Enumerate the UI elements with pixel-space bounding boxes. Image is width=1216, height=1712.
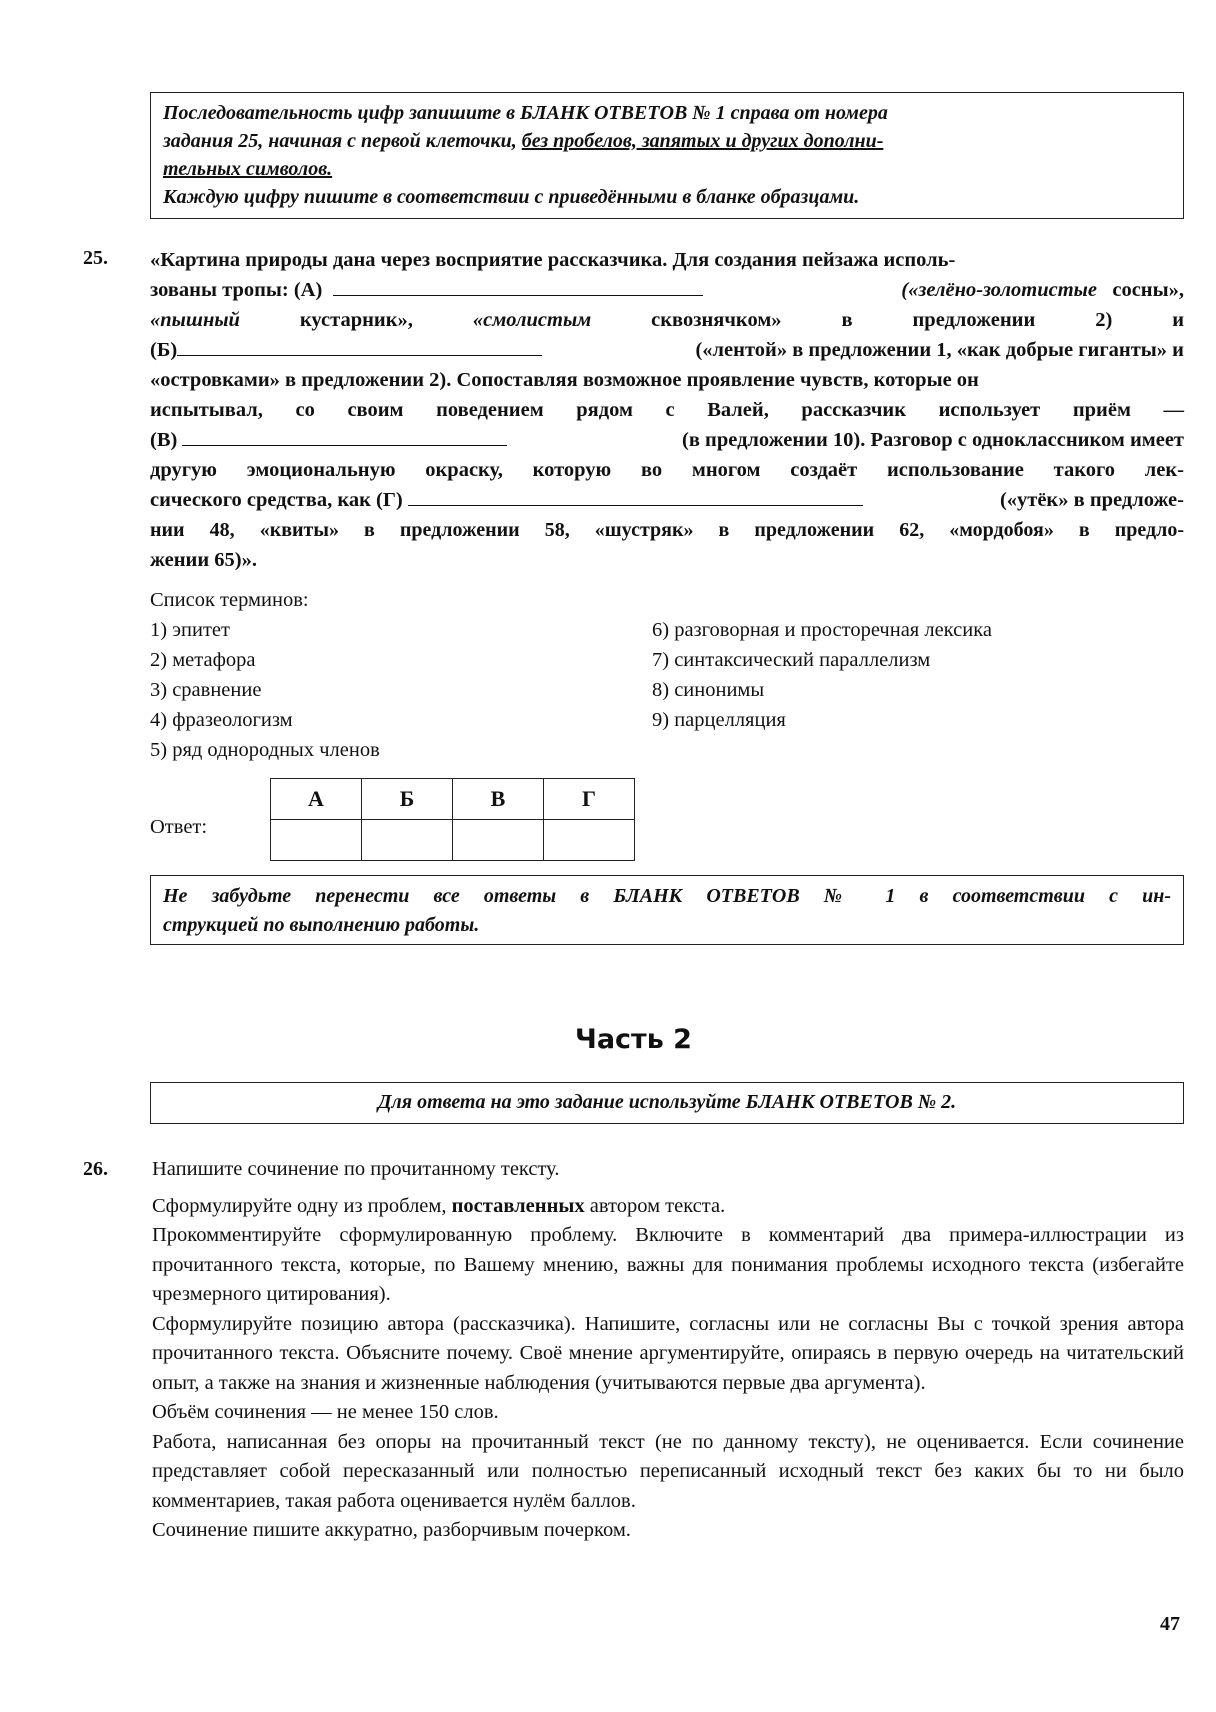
task-25-line-7 xyxy=(150,425,1184,455)
label-a: зованы тропы: (А) xyxy=(150,279,323,301)
answer-table xyxy=(270,778,635,861)
word-skvoznyachkom: сквознячком» xyxy=(651,309,782,331)
instruction-line-2-plain: задания 25, начиная с первой клеточки, xyxy=(163,130,522,152)
task-25-line-9-rest: («утёк» в предложе- xyxy=(999,489,1184,511)
task-25-number: 25. xyxy=(83,247,108,269)
task-25-line-10: нии 48, «квиты» в предложении 58, «шустряк» в предложении 62, «мордобоя» в предло- xyxy=(150,519,1184,541)
blank-b xyxy=(177,337,542,356)
task-25-line-7-rest: (в предложении 10). Разговор с одноклассником имеет xyxy=(682,429,1184,451)
task-25-line-5: «островками» в предложении 2). Сопоставляя возможное проявление чувств, которые он xyxy=(150,369,979,391)
task-26-p6: Работа, написанная без опоры на прочитанный текст (не по данному тексту), не оценивается. Если сочинение представляет собой пересказанный или полностью переписанный исходный текст без каких бы то ни было комментариев, такая работа оценивается нулём баллов. xyxy=(152,1430,1184,1512)
task-25-line-4-rest: («лентой» в предложении 1, «как добрые гиганты» и xyxy=(695,339,1184,361)
blank-a xyxy=(333,277,703,296)
task-25-line-9 xyxy=(150,485,1184,515)
reminder-line-1: Не забудьте перенести все ответы в БЛАНК ОТВЕТОВ № 1 в соответствии с ин- xyxy=(163,885,1171,907)
answer-header-row xyxy=(271,779,635,820)
answer-cell-a[interactable] xyxy=(271,820,362,861)
word-predlozhenii: предложении xyxy=(912,309,1036,331)
term-5: 5) ряд однородных членов xyxy=(150,739,380,761)
term-7: 7) синтаксический параллелизм xyxy=(652,649,931,671)
part-2-title: Часть 2 xyxy=(575,1024,692,1055)
answer-header-v: В xyxy=(453,779,544,820)
term-6: 6) разговорная и просторечная лексика xyxy=(652,619,992,641)
task-26-p5: Объём сочинения — не менее 150 слов. xyxy=(152,1401,499,1423)
task-26-p2a: Сформулируйте одну из проблем, xyxy=(152,1194,447,1217)
word-2: 2) xyxy=(1095,309,1113,331)
part-2-box xyxy=(150,1082,1184,1124)
answer-cell-g[interactable] xyxy=(544,820,635,861)
label-v: (В) xyxy=(150,429,178,451)
task-26-text xyxy=(152,1155,1184,1546)
part-2-box-text: Для ответа на это задание используйте БЛАНК ОТВЕТОВ № 2. xyxy=(377,1091,957,1113)
reminder-line-2: струкцией по выполнению работы. xyxy=(163,914,480,936)
term-2: 2) метафора xyxy=(150,649,256,671)
term-4: 4) фразеологизм xyxy=(150,709,293,731)
instruction-line-2 xyxy=(163,127,1171,155)
word-smolistym: «смолистым xyxy=(472,309,592,331)
task-26-p2 xyxy=(152,1192,1184,1222)
terms-label: Список терминов: xyxy=(150,589,309,611)
instruction-line-3: тельных символов. xyxy=(163,158,333,180)
task-25-line-2 xyxy=(150,275,1184,305)
instruction-line-2-underlined: без пробелов, запятых и других дополни- xyxy=(521,130,884,152)
task-26-p2b: поставленных xyxy=(451,1194,585,1217)
reminder-box xyxy=(150,875,1184,945)
task-26-p7: Сочинение пишите аккуратно, разборчивым почерком. xyxy=(152,1519,631,1541)
answer-header-a: А xyxy=(271,779,362,820)
answer-label: Ответ: xyxy=(150,816,208,838)
task-26-p3: Прокомментируйте сформулированную проблему. Включите в комментарий два примера-иллюстрации из прочитанного текста, которые, по Вашему мнению, важны для понимания проблемы исходного текста (избегайте чрезмерного цитирования). xyxy=(152,1224,1184,1305)
task-25-line-1: «Картина природы дана через восприятие рассказчика. Для создания пейзажа исполь- xyxy=(150,249,956,271)
label-g: сического средства, как (Г) xyxy=(150,489,403,511)
instruction-line-4: Каждую цифру пишите в соответствии с приведёнными в бланке образцами. xyxy=(163,186,860,208)
answer-input-row xyxy=(271,820,635,861)
phrase-zeleno: («зелёно-золотистые xyxy=(901,279,1097,301)
instruction-box xyxy=(150,92,1184,219)
word-v: в xyxy=(841,309,853,331)
task-25-line-4 xyxy=(150,335,1184,365)
phrase-sosny: сосны», xyxy=(1112,279,1184,301)
instruction-line-1: Последовательность цифр запишите в БЛАНК ОТВЕТОВ № 1 справа от номера xyxy=(163,102,888,124)
task-26-p1: Напишите сочинение по прочитанному тексту. xyxy=(152,1158,560,1180)
term-1: 1) эпитет xyxy=(150,619,230,641)
task-26-p4: Сформулируйте позицию автора (рассказчика). Напишите, согласны или не согласны Вы с точкой зрения автора прочитанного текста. Объясните почему. Своё мнение аргументируйте, опираясь в первую очередь на читательский опыт, а также на знания и жизненные наблюдения (учитываются первые два аргумента). xyxy=(152,1312,1184,1394)
term-8: 8) синонимы xyxy=(652,679,765,701)
task-25-text xyxy=(150,245,1184,575)
term-3: 3) сравнение xyxy=(150,679,262,701)
task-25-line-8: другую эмоциональную окраску, которую во многом создаёт использование такого лек- xyxy=(150,459,1184,481)
answer-cell-v[interactable] xyxy=(453,820,544,861)
answer-header-b: Б xyxy=(362,779,453,820)
answer-cell-b[interactable] xyxy=(362,820,453,861)
term-9: 9) парцелляция xyxy=(652,709,786,731)
word-i: и xyxy=(1172,309,1184,331)
page-number: 47 xyxy=(1160,1613,1180,1635)
task-25-line-6: испытывал, со своим поведением рядом с Валей, рассказчик использует приём — xyxy=(150,399,1184,421)
word-kustarnik: кустарник», xyxy=(299,309,413,331)
task-25-line-3 xyxy=(150,305,1184,335)
label-b: (Б) xyxy=(150,339,178,361)
task-26-p2c: автором текста. xyxy=(589,1194,726,1217)
task-25-line-11: жении 65)». xyxy=(150,549,257,571)
blank-g xyxy=(408,487,863,506)
task-26-number: 26. xyxy=(83,1158,108,1180)
word-pyshny: «пышный xyxy=(150,309,240,331)
blank-v xyxy=(182,427,507,446)
answer-header-g: Г xyxy=(544,779,635,820)
